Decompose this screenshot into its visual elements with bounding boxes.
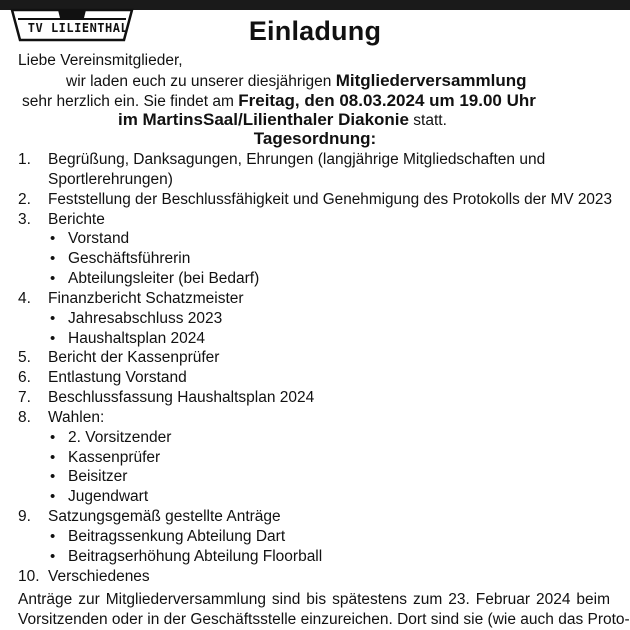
agenda-number: 7.: [18, 389, 31, 406]
agenda-item: Bericht der Kassenprüfer: [48, 349, 220, 366]
agenda-item: Satzungsgemäß gestellte Anträge: [48, 508, 281, 525]
agenda-subitem: 2. Vorsitzender: [68, 429, 172, 446]
bullet-icon: •: [50, 488, 56, 505]
intro-text: sehr herzlich ein. Sie findet am: [22, 93, 239, 110]
agenda-item: Verschiedenes: [48, 568, 150, 585]
bullet-icon: •: [50, 250, 56, 267]
agenda-number: 3.: [18, 211, 31, 228]
bullet-icon: •: [50, 270, 56, 287]
agenda-subitem: Vorstand: [68, 230, 130, 247]
agenda-item: Wahlen:: [48, 409, 105, 426]
logo-text: TV LILIENTHAL: [27, 21, 129, 35]
agenda-subitem: Beisitzer: [68, 468, 128, 485]
agenda-subitem: Geschäftsführerin: [68, 250, 191, 267]
agenda-subitem: Abteilungsleiter (bei Bedarf): [68, 270, 260, 287]
footer-text: Vorsitzenden oder in der Geschäftsstelle einzureichen. Dort sind sie (wie auch das Proto-: [18, 611, 630, 628]
agenda-heading: Tagesordnung:: [253, 129, 377, 148]
agenda-number: 6.: [18, 369, 31, 386]
intro-text: statt.: [408, 112, 447, 129]
agenda-item: Berichte: [48, 211, 105, 228]
bullet-icon: •: [50, 548, 56, 565]
agenda-item: Begrüßung, Danksagungen, Ehrungen (langjährige Mitgliedschaften und: [48, 151, 546, 168]
intro-line-2: [66, 71, 527, 92]
agenda-subitem: Jahresabschluss 2023: [68, 310, 223, 327]
intro-line-4: [118, 110, 447, 131]
greeting: Liebe Vereinsmitglieder,: [18, 52, 183, 69]
meeting-date: Freitag, den 08.03.2024 um 19.00 Uhr: [238, 91, 536, 110]
agenda-item: Feststellung der Beschlussfähigkeit und Genehmigung des Protokolls der MV 2023: [48, 191, 613, 208]
agenda-number: 9.: [18, 508, 31, 525]
agenda-number: 4.: [18, 290, 31, 307]
footer-text: Anträge zur Mitgliederversammlung sind bis spätestens zum 23. Februar 2024 beim: [18, 591, 610, 608]
meeting-location: im MartinsSaal/Lilienthaler Diakonie: [118, 110, 409, 129]
agenda-item: Beschlussfassung Haushaltsplan 2024: [48, 389, 315, 406]
bullet-icon: •: [50, 310, 56, 327]
bullet-icon: •: [50, 468, 56, 485]
agenda-number: 5.: [18, 349, 31, 366]
bullet-icon: •: [50, 330, 56, 347]
agenda-subitem: Kassenprüfer: [68, 449, 161, 466]
agenda-number: 2.: [18, 191, 31, 208]
page-title: Einladung: [248, 16, 382, 46]
agenda-subitem: Beitragserhöhung Abteilung Floorball: [68, 548, 323, 565]
agenda-number: 10.: [18, 568, 40, 585]
agenda-number: 1.: [18, 151, 31, 168]
intro-line-3: [22, 91, 536, 112]
bullet-icon: •: [50, 429, 56, 446]
agenda-subitem: Beitragssenkung Abteilung Dart: [68, 528, 286, 545]
agenda-number: 8.: [18, 409, 31, 426]
agenda-subitem: Haushaltsplan 2024: [68, 330, 206, 347]
agenda-subitem: Jugendwart: [68, 488, 149, 505]
bullet-icon: •: [50, 449, 56, 466]
agenda-item: Entlastung Vorstand: [48, 369, 187, 386]
bullet-icon: •: [50, 230, 56, 247]
agenda-item-continued: Sportlerehrungen): [48, 171, 173, 188]
agenda-item: Finanzbericht Schatzmeister: [48, 290, 244, 307]
meeting-name: Mitgliederversammlung: [335, 71, 527, 90]
bullet-icon: •: [50, 528, 56, 545]
intro-text: wir laden euch zu unserer diesjährigen: [66, 73, 336, 90]
